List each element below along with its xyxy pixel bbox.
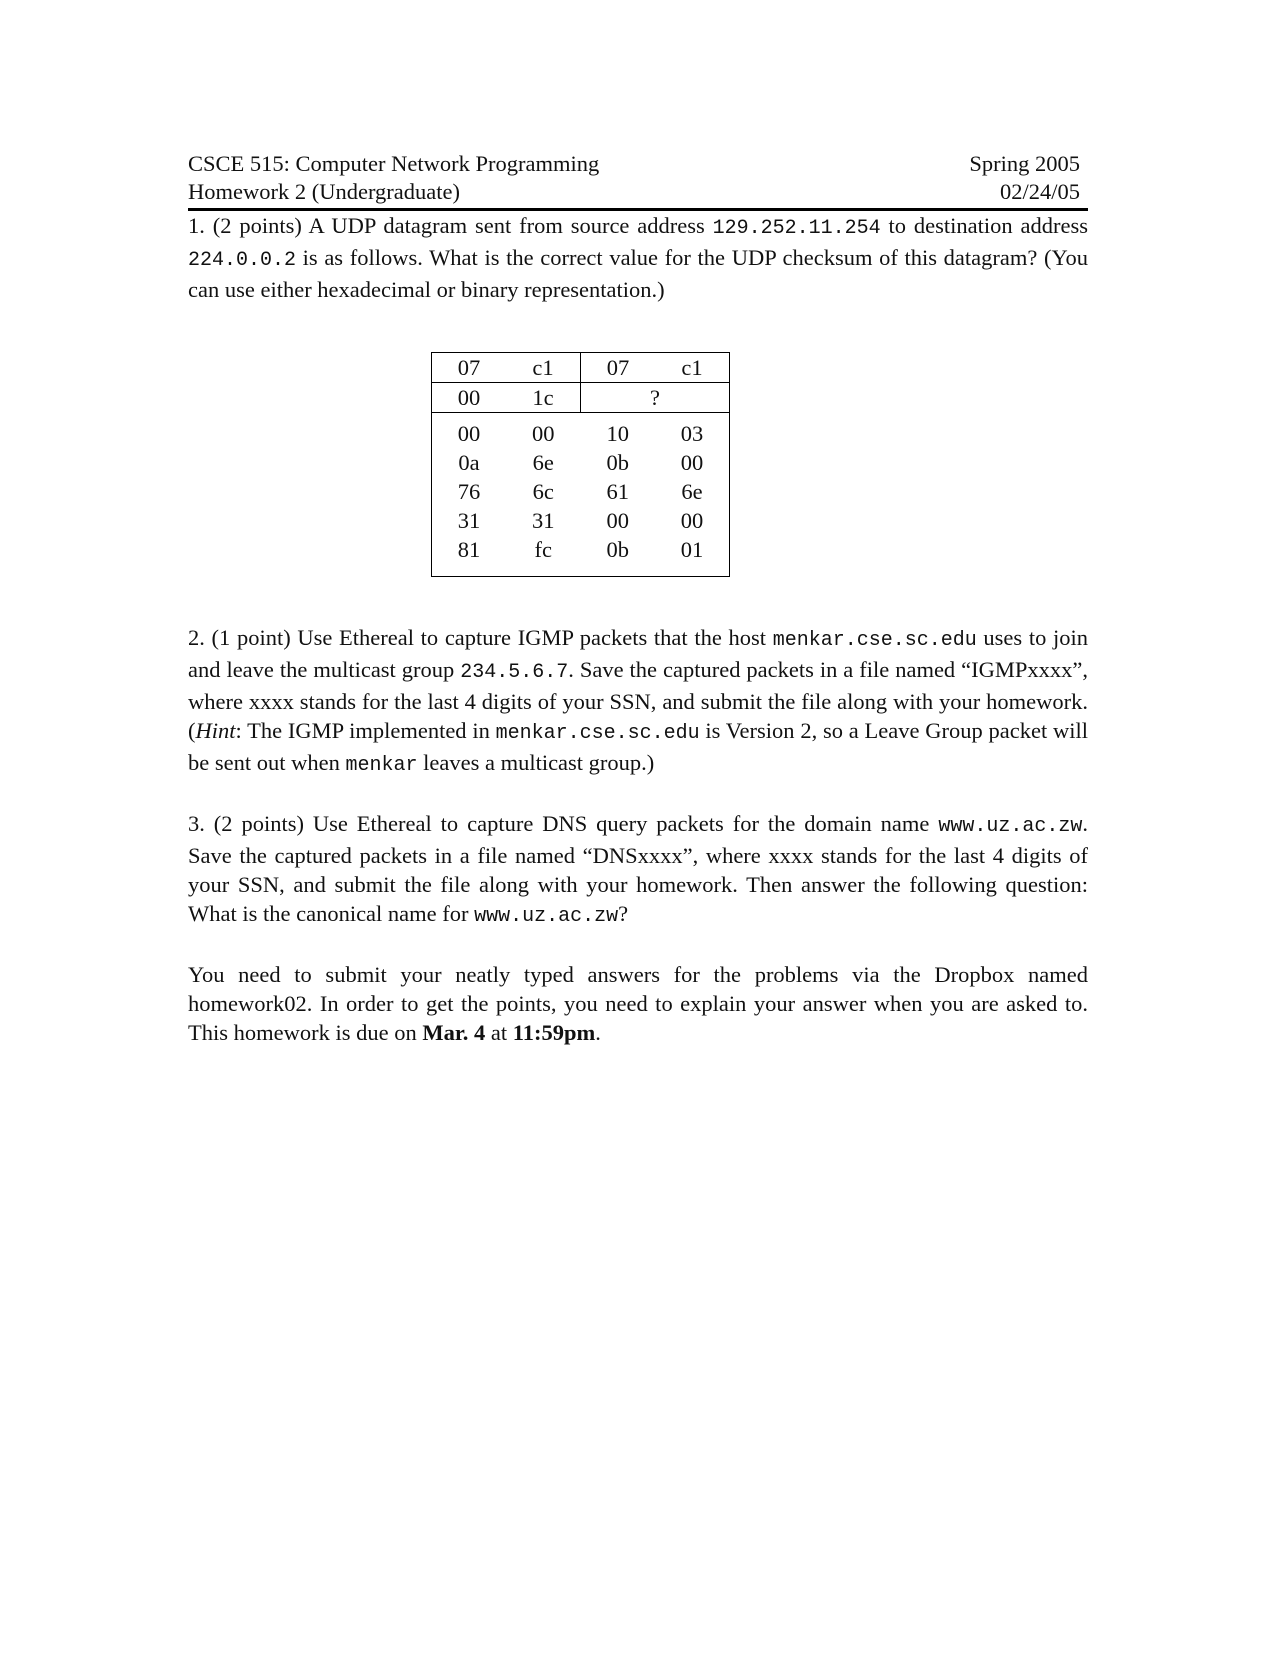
data-byte: 01 bbox=[680, 537, 704, 562]
header-line-1 bbox=[188, 150, 1088, 178]
question-1 bbox=[188, 211, 1088, 304]
q1-text: to destination address bbox=[880, 213, 1088, 238]
q1-text: 1. (2 points) A UDP datagram sent from source address bbox=[188, 213, 713, 238]
data-byte: 61 bbox=[606, 479, 629, 504]
checksum-cell: ? bbox=[581, 383, 730, 413]
destination-address: 224.0.0.2 bbox=[188, 249, 297, 272]
q2-text: uses to join and leave the multicast group bbox=[188, 625, 1088, 682]
table-row bbox=[432, 535, 730, 577]
dest-port-hi: 07 bbox=[581, 353, 656, 383]
data-byte: 00 bbox=[680, 508, 704, 533]
hostname: menkar.cse.sc.edu bbox=[495, 722, 700, 745]
data-byte: 00 bbox=[532, 421, 555, 446]
hostname: menkar.cse.sc.edu bbox=[772, 629, 977, 652]
source-port-lo: c1 bbox=[506, 353, 581, 383]
data-byte: 81 bbox=[457, 537, 481, 562]
length-hi: 00 bbox=[432, 383, 507, 413]
data-byte: 0b bbox=[606, 537, 629, 562]
table-row bbox=[432, 353, 730, 383]
data-byte: 00 bbox=[680, 450, 704, 475]
table-row bbox=[432, 383, 730, 413]
submission-note bbox=[188, 960, 1088, 1047]
due-time: 11:59pm bbox=[512, 1020, 596, 1045]
note-text: . bbox=[595, 1020, 601, 1045]
domain-name: www.uz.ac.zw bbox=[938, 815, 1083, 838]
hostname-short: menkar bbox=[345, 754, 418, 777]
q3-text: . Save the captured packets in a file named “DNSxxxx”, where xxxx stands for the last 4 digits of your SSN, and submit the file along with your homework. Then answer the following question: What is the canonical name for bbox=[188, 811, 1088, 926]
homework-title: Homework 2 (Undergraduate) bbox=[188, 179, 460, 204]
question-3 bbox=[188, 809, 1088, 931]
dest-port-lo: c1 bbox=[655, 353, 730, 383]
source-address: 129.252.11.254 bbox=[712, 217, 881, 240]
table-row bbox=[432, 448, 730, 477]
header-line-2 bbox=[188, 178, 1088, 206]
semester: Spring 2005 bbox=[969, 151, 1080, 176]
issue-date: 02/24/05 bbox=[999, 179, 1080, 204]
data-byte: 00 bbox=[606, 508, 629, 533]
data-byte: 0b bbox=[606, 450, 629, 475]
multicast-group: 234.5.6.7 bbox=[460, 661, 569, 684]
q2-text: leaves a multicast group.) bbox=[417, 750, 655, 775]
hint-label: Hint bbox=[195, 718, 236, 743]
udp-datagram-table bbox=[431, 352, 730, 577]
course-title: CSCE 515: Computer Network Programming bbox=[188, 151, 600, 176]
due-date: Mar. 4 bbox=[422, 1020, 486, 1045]
note-text: at bbox=[485, 1020, 513, 1045]
table-row bbox=[432, 477, 730, 506]
q3-text: ? bbox=[618, 901, 629, 926]
question-2 bbox=[188, 623, 1088, 780]
length-lo: 1c bbox=[506, 383, 581, 413]
note-text: You need to submit your neatly typed answers for the problems via the Dropbox named homework02. In order to get the points, you need to explain your answer when you are asked to. This homework is due on bbox=[188, 962, 1088, 1045]
data-byte: 6e bbox=[681, 479, 703, 504]
data-byte: fc bbox=[534, 537, 552, 562]
data-byte: 76 bbox=[457, 479, 481, 504]
data-byte: 31 bbox=[457, 508, 481, 533]
source-port-hi: 07 bbox=[432, 353, 507, 383]
domain-name: www.uz.ac.zw bbox=[474, 905, 619, 928]
table-row bbox=[432, 413, 730, 449]
q1-text: is as follows. What is the correct value for the UDP checksum of this datagram? (You can use either hexadecimal or binary representation.) bbox=[188, 245, 1088, 302]
data-byte: 10 bbox=[606, 421, 629, 446]
q2-text: . Save the captured packets in a file named “IGMPxxxx”, where xxxx stands for the last 4 digits of your SSN, and submit the file along with your homework. ( bbox=[188, 657, 1088, 743]
data-byte: 03 bbox=[680, 421, 704, 446]
q2-text: 2. (1 point) Use Ethereal to capture IGMP packets that the host bbox=[188, 625, 773, 650]
data-byte: 6c bbox=[532, 479, 554, 504]
data-byte: 0a bbox=[458, 450, 480, 475]
data-byte: 6e bbox=[532, 450, 554, 475]
q3-text: 3. (2 points) Use Ethereal to capture DNS query packets for the domain name bbox=[188, 811, 939, 836]
q2-text: is Version 2, so a Leave Group packet will be sent out when bbox=[188, 718, 1088, 775]
data-byte: 00 bbox=[457, 421, 481, 446]
homework-page bbox=[188, 150, 1088, 1047]
data-byte: 31 bbox=[532, 508, 555, 533]
q2-text: : The IGMP implemented in bbox=[235, 718, 496, 743]
table-row bbox=[432, 506, 730, 535]
